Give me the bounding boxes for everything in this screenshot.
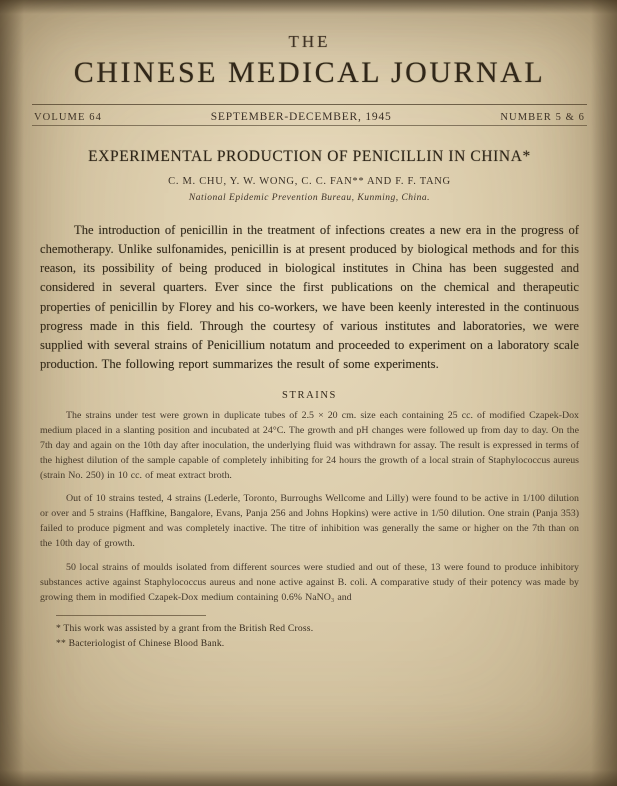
article-lede-paragraph: The introduction of penicillin in the treatment of infections creates a new era in the progress of chemotherapy. Unlike sulfonamides, penicillin is at present produced by biological methods and for this reason, its possibility of being produced in biological institutes in China has been suggested and considered in several quarters. Ever since the first publications on the chemical and therapeutic properties of penicillin by Florey and his co-workers, we have been keenly interested in the continuous progress made in this field. Through the courtesy of various institutes and laboratories, we were supplied with several strains of Penicillium notatum and proceeded to experiment on a laboratory scale production. The following report summarizes the result of some experiments. bbox=[40, 223, 579, 371]
volume-label: VOLUME 64 bbox=[34, 112, 102, 123]
masthead-the: THE bbox=[288, 32, 331, 51]
scan-shadow-top bbox=[0, 0, 617, 14]
body-paragraph: 50 local strains of moulds isolated from different sources were studied and out of these, 13 were found to produce inhibitory substances active against Staphylococcus aureus and none active against B. coli. A comparative study of their potency was made by growing them in modified Czapek-Dox medium containing 0.6% NaNO₃ and bbox=[40, 561, 579, 603]
article-affiliation: National Epidemic Prevention Bureau, Kunming, China. bbox=[188, 193, 431, 203]
article-title: EXPERIMENTAL PRODUCTION OF PENICILLIN IN CHINA* bbox=[88, 148, 531, 165]
body-paragraph: The strains under test were grown in duplicate tubes of 2.5 × 20 cm. size each containing 25 cc. of modified Czapek-Dox medium placed in a slanting position and incubated at 24°C. The growth and pH changes were followed up from day to day. On the 7th day and again on the 10th day after inoculation, the underlying fluid was withdrawn for assay. The result is expressed in terms of the highest dilution of the sample capable of completely inhibiting for 24 hours the growth of a local strain of Staphylococcus aureus (strain No. 250) in 10 cc. of meat extract broth. bbox=[40, 410, 579, 481]
article-authors: C. M. CHU, Y. W. WONG, C. C. FAN** AND F. F. TANG bbox=[168, 176, 451, 187]
section-heading-strains: STRAINS bbox=[282, 390, 337, 402]
masthead-rule-bottom bbox=[32, 125, 587, 126]
issue-number-label: NUMBER 5 & 6 bbox=[500, 112, 585, 123]
issue-line bbox=[34, 111, 585, 123]
issue-date-label: SEPTEMBER-DECEMBER, 1945 bbox=[210, 111, 392, 123]
page-content bbox=[18, 14, 601, 776]
journal-title: CHINESE MEDICAL JOURNAL bbox=[73, 56, 546, 89]
masthead-rule-top bbox=[32, 104, 587, 105]
footnote: * This work was assisted by a grant from the British Red Cross. bbox=[56, 623, 314, 635]
body-paragraph: Out of 10 strains tested, 4 strains (Lederle, Toronto, Burroughs Wellcome and Lilly) were found to be active in 1/100 dilution or over and 5 strains (Haffkine, Bangalore, Evans, Panja 256 and Johns Hopkins) were active in 1/50 dilution. One strain (Panja 353) failed to produce pigment and was completely inactive. The titre of inhibition was generally the same or higher on the 7th than on the 10th day of growth. bbox=[40, 493, 579, 549]
footnote-divider bbox=[56, 615, 206, 616]
footnote: ** Bacteriologist of Chinese Blood Bank. bbox=[56, 638, 225, 650]
